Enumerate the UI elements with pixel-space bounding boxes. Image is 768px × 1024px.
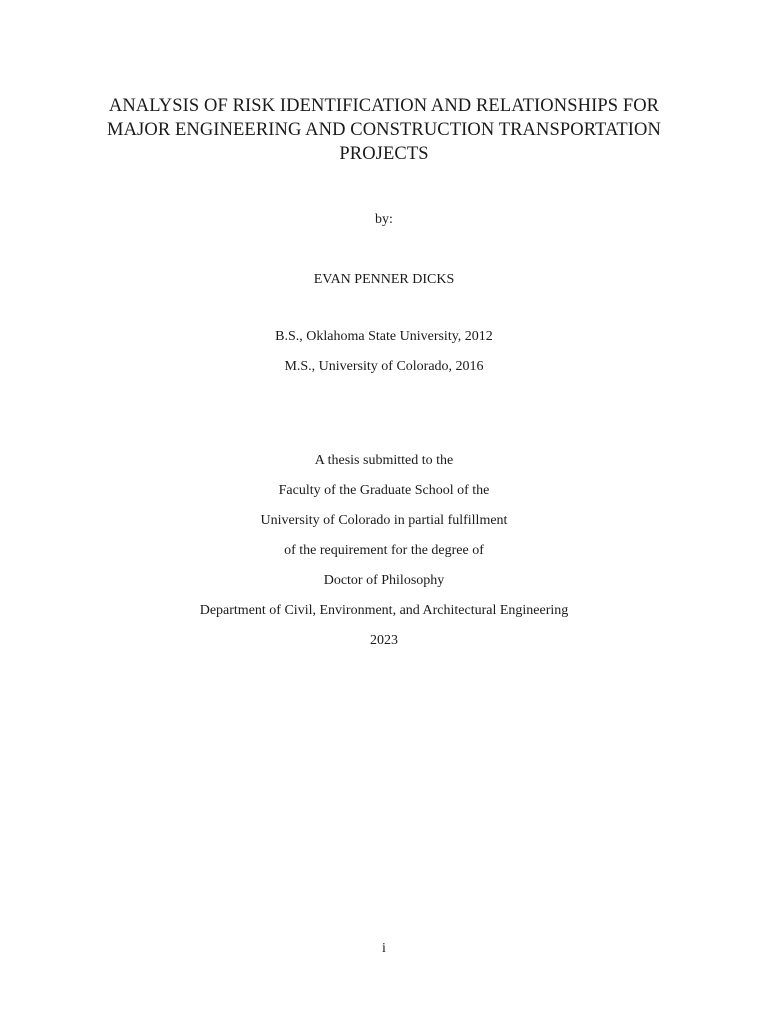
thesis-statement-line: of the requirement for the degree of — [284, 543, 484, 558]
page-number: i — [382, 941, 386, 956]
title-line: PROJECTS — [339, 144, 429, 164]
by-label: by: — [375, 212, 393, 227]
thesis-statement — [0, 446, 768, 656]
author-name: EVAN PENNER DICKS — [313, 272, 455, 287]
title-line: ANALYSIS OF RISK IDENTIFICATION AND RELATIONSHIPS FOR — [108, 96, 660, 116]
title-line: MAJOR ENGINEERING AND CONSTRUCTION TRANSPORTATION — [107, 120, 661, 140]
department-name: Department of Civil, Environment, and Architectural Engineering — [199, 603, 569, 618]
thesis-title — [84, 94, 684, 166]
year: 2023 — [370, 633, 398, 648]
thesis-statement-line: University of Colorado in partial fulfillment — [260, 513, 508, 528]
degree-master: M.S., University of Colorado, 2016 — [284, 359, 484, 374]
thesis-statement-line: Faculty of the Graduate School of the — [278, 483, 490, 498]
degree-bachelor: B.S., Oklahoma State University, 2012 — [275, 329, 493, 344]
degree-name: Doctor of Philosophy — [323, 573, 445, 588]
thesis-statement-line: A thesis submitted to the — [314, 453, 454, 468]
